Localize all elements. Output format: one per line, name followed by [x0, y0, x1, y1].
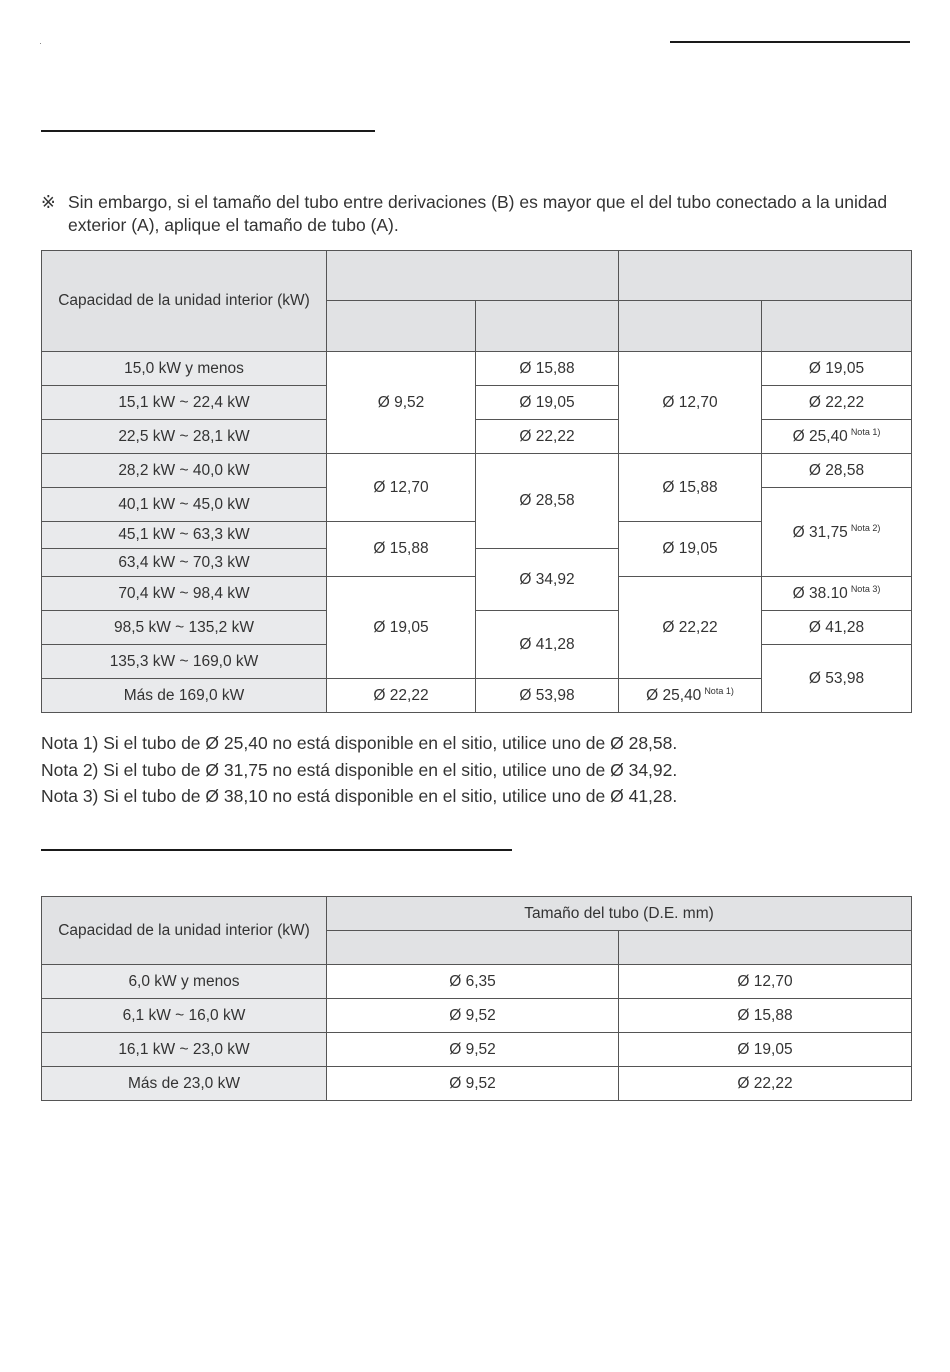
branch-pipe-size-table: [41, 250, 912, 713]
header-group-2: [619, 251, 912, 301]
pipe-size-value: Ø 38.10: [792, 585, 848, 602]
table-row: [42, 999, 912, 1033]
pipe-size-cell: [619, 679, 762, 713]
pipe-size-cell: Ø 15,88: [476, 352, 619, 386]
note-ref: Nota 3): [850, 584, 881, 594]
pipe-size-cell: Ø 6,35: [327, 965, 619, 999]
reference-mark-icon: ※: [41, 192, 56, 212]
pipe-size-cell: Ø 12,70: [327, 454, 476, 522]
pipe-size-cell: Ø 22,22: [619, 1067, 912, 1101]
pipe-size-cell: Ø 28,58: [476, 454, 619, 549]
table-row: [42, 1067, 912, 1101]
capacity-cell: Más de 169,0 kW: [42, 679, 327, 713]
header-sub-1: [327, 301, 476, 352]
pipe-size-cell: Ø 12,70: [619, 352, 762, 454]
section-heading-rule-1: [41, 130, 375, 132]
note-ref: Nota 1): [850, 427, 881, 437]
header-sub-4: [762, 301, 912, 352]
pipe-size-cell: Ø 9,52: [327, 1033, 619, 1067]
footnote-2: Nota 2) Si el tubo de Ø 31,75 no está disponible en el sitio, utilice uno de Ø 34,92.: [41, 759, 678, 780]
capacity-cell: 98,5 kW ~ 135,2 kW: [42, 611, 327, 645]
header-sub-3: [619, 301, 762, 352]
table-row: [42, 386, 912, 420]
capacity-cell: 70,4 kW ~ 98,4 kW: [42, 577, 327, 611]
capacity-cell: Más de 23,0 kW: [42, 1067, 327, 1101]
pipe-size-cell: Ø 53,98: [762, 645, 912, 713]
notice-text: Sin embargo, si el tamaño del tubo entre derivaciones (B) es mayor que el del tubo conectado a la unidad exterior (A), aplique el tamaño de tubo (A).: [68, 192, 888, 235]
pipe-size-value: Ø 31,75: [792, 523, 848, 541]
pipe-size-cell: Ø 19,05: [762, 352, 912, 386]
note-ref: Nota 2): [850, 522, 881, 533]
pipe-size-cell: Ø 9,52: [327, 999, 619, 1033]
pipe-size-cell: Ø 9,52: [327, 1067, 619, 1101]
pipe-size-cell: Ø 22,22: [762, 386, 912, 420]
header-capacity: Capacidad de la unidad interior (kW): [42, 897, 327, 965]
pipe-size-cell: Ø 22,22: [619, 577, 762, 679]
pipe-size-cell: Ø 28,58: [762, 454, 912, 488]
header-sub-1: [327, 931, 619, 965]
capacity-cell: 15,1 kW ~ 22,4 kW: [42, 386, 327, 420]
footnote-1: Nota 1) Si el tubo de Ø 25,40 no está disponible en el sitio, utilice uno de Ø 28,58.: [41, 733, 678, 753]
pipe-size-cell: Ø 41,28: [762, 611, 912, 645]
table-row: [42, 420, 912, 454]
pipe-size-cell: Ø 22,22: [327, 679, 476, 713]
pipe-size-cell: Ø 15,88: [327, 522, 476, 577]
pipe-size-cell: [762, 420, 912, 454]
capacity-cell: 6,1 kW ~ 16,0 kW: [42, 999, 327, 1033]
header-capacity: Capacidad de la unidad interior (kW): [42, 251, 327, 352]
capacity-cell: 16,1 kW ~ 23,0 kW: [42, 1033, 327, 1067]
indoor-pipe-size-table: [41, 896, 912, 1101]
pipe-size-cell: Ø 22,22: [476, 420, 619, 454]
capacity-cell: 6,0 kW y menos: [42, 965, 327, 999]
capacity-cell: 45,1 kW ~ 63,3 kW: [42, 522, 327, 549]
capacity-cell: 22,5 kW ~ 28,1 kW: [42, 420, 327, 454]
pipe-size-value: Ø 25,40: [646, 687, 702, 704]
header-sub-2: [476, 301, 619, 352]
pipe-size-cell: Ø 19,05: [327, 577, 476, 679]
footnote-3: Nota 3) Si el tubo de Ø 38,10 no está disponible en el sitio, utilice uno de Ø 41,28.: [41, 786, 678, 806]
header-pipe-size: Tamaño del tubo (D.E. mm): [327, 897, 912, 931]
page-marker: [40, 43, 41, 44]
pipe-size-cell: [762, 577, 912, 611]
table-row: [42, 611, 912, 645]
header-sub-2: [619, 931, 912, 965]
pipe-size-cell: Ø 19,05: [476, 386, 619, 420]
table-row: [42, 1033, 912, 1067]
table-row: [42, 965, 912, 999]
capacity-cell: 15,0 kW y menos: [42, 352, 327, 386]
pipe-size-cell: Ø 9,52: [327, 352, 476, 454]
table-row: [42, 352, 912, 386]
pipe-size-cell: Ø 19,05: [619, 1033, 912, 1067]
pipe-size-cell: Ø 41,28: [476, 611, 619, 679]
table-row: [42, 454, 912, 488]
pipe-size-cell: Ø 34,92: [476, 549, 619, 611]
pipe-size-cell: Ø 15,88: [619, 454, 762, 522]
header-rule: [670, 41, 910, 43]
header-group-1: [327, 251, 619, 301]
capacity-cell: 63,4 kW ~ 70,3 kW: [42, 549, 327, 577]
section-heading-rule-2: [41, 849, 512, 851]
pipe-size-cell: Ø 12,70: [619, 965, 912, 999]
pipe-size-cell: Ø 53,98: [476, 679, 619, 713]
pipe-size-value: Ø 25,40: [792, 428, 848, 445]
capacity-cell: 28,2 kW ~ 40,0 kW: [42, 454, 327, 488]
notice: [41, 191, 901, 237]
capacity-cell: 40,1 kW ~ 45,0 kW: [42, 488, 327, 522]
note-ref: Nota 1): [704, 686, 734, 696]
capacity-cell: 135,3 kW ~ 169,0 kW: [42, 645, 327, 679]
pipe-size-cell: Ø 19,05: [619, 522, 762, 577]
pipe-size-cell: Ø 15,88: [619, 999, 912, 1033]
pipe-size-cell: [762, 488, 912, 577]
footnotes: [41, 730, 677, 810]
